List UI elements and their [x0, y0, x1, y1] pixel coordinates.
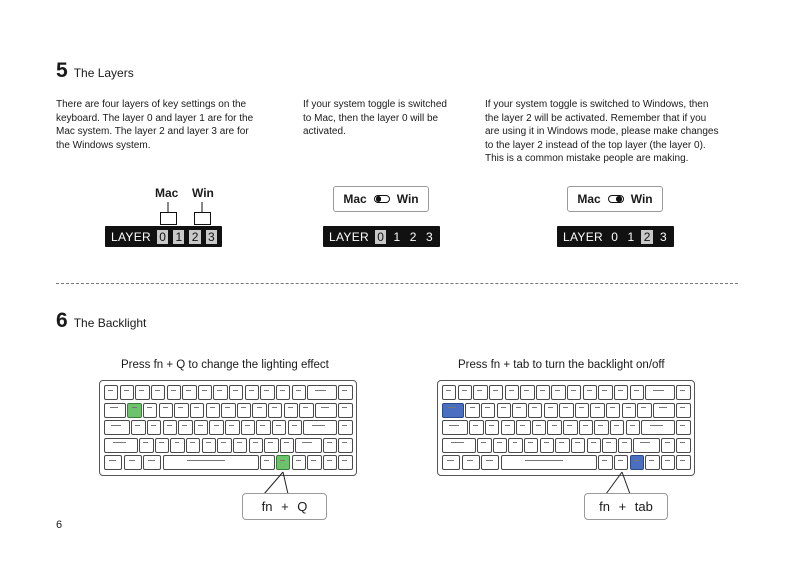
caption-backlight-toggle: Press fn + tab to turn the backlight on/off [458, 359, 665, 371]
win-toggle-description [485, 98, 718, 166]
pointer-line [622, 472, 630, 494]
layer-2-active: 2 [641, 230, 652, 244]
section-5-heading [56, 60, 134, 81]
keyboard-key [462, 455, 480, 470]
keyboard-key [284, 403, 298, 418]
keyboard-key [190, 403, 204, 418]
layer-1: 1 [627, 229, 635, 244]
keyboard-key [493, 438, 507, 453]
keyboard-key [151, 385, 165, 400]
keyboard-key [645, 385, 675, 400]
keyboard-key [338, 403, 352, 418]
keyboard-key [202, 438, 216, 453]
keyboard-key [520, 385, 534, 400]
keyboard-key [338, 438, 352, 453]
layer-0: 0 [611, 229, 618, 244]
keyboard-key [622, 403, 636, 418]
keyboard-key [508, 438, 522, 453]
layer-2: 2 [189, 230, 200, 244]
keyboard-key [249, 438, 263, 453]
keyboard-key [233, 438, 247, 453]
keyboard-key [633, 438, 659, 453]
keyboard-key [280, 438, 294, 453]
keyboard-key [610, 420, 624, 435]
keyboard-key [579, 420, 593, 435]
keyboard-key [481, 403, 495, 418]
keyboard-key [299, 403, 313, 418]
keyboard-key [528, 403, 542, 418]
keyboard-key [252, 403, 266, 418]
keyboard-key [544, 403, 558, 418]
keyboard-key [307, 455, 321, 470]
keyboard-key [217, 438, 231, 453]
keyboard-key [221, 403, 235, 418]
text-line: to Mac, then the layer 0 will be [303, 112, 439, 124]
keyboard-key [292, 385, 306, 400]
keyboard-key [465, 403, 479, 418]
keyboard-key [104, 420, 130, 435]
keyboard-key [645, 455, 659, 470]
highlighted-key [442, 403, 464, 418]
keyboard-key [442, 420, 468, 435]
keyboard-key [676, 438, 690, 453]
keyboard-key [602, 438, 616, 453]
keyboard-key [532, 420, 546, 435]
layer-bar-mac [323, 226, 440, 247]
text-line: This is a common mistake people are making. [485, 153, 689, 164]
keyboard-key [626, 420, 640, 435]
keyboard-key [178, 420, 192, 435]
keyboard-key [124, 455, 142, 470]
keyboard-key [547, 420, 561, 435]
page-number: 6 [56, 519, 63, 531]
section-divider [56, 283, 738, 284]
layers-description [56, 98, 253, 152]
text-line: If your system toggle is switched [303, 99, 447, 110]
keyboard-key [567, 385, 581, 400]
keyboard-key [237, 403, 251, 418]
text-line: If your system toggle is switched to Windows, then [485, 99, 709, 110]
keyboard-key [143, 403, 157, 418]
fn-key-highlighted [276, 455, 290, 470]
keyboard-key [104, 455, 122, 470]
keyboard-key [516, 420, 530, 435]
keyboard-key [512, 403, 526, 418]
layer-2: 2 [409, 229, 417, 244]
keyboard-key [159, 403, 173, 418]
toggle-mac-label: Mac [343, 192, 367, 206]
keyboard-key [590, 403, 604, 418]
layer-group-brackets [150, 200, 230, 228]
keyboard-key [614, 385, 628, 400]
keyboard-key [163, 420, 177, 435]
keyboard-key [637, 403, 651, 418]
keyboard-key [676, 420, 690, 435]
fn-key-highlighted [630, 455, 644, 470]
pointer-line [264, 472, 283, 494]
keyboard-key [295, 438, 321, 453]
keyboard-key [614, 455, 628, 470]
keyboard-key [147, 420, 161, 435]
toggle-win-label: Win [630, 192, 653, 206]
mac-toggle-description [303, 98, 447, 139]
keyboard-key [481, 455, 499, 470]
keyboard-key [442, 385, 456, 400]
keyboard-key [323, 438, 337, 453]
keyboard-key [241, 420, 255, 435]
keyboard-key [256, 420, 270, 435]
keyboard-key [551, 385, 565, 400]
section-title: The Layers [73, 66, 134, 80]
section-number: 6 [56, 309, 68, 332]
text-line: keyboard. The layer 0 and layer 1 are for the [56, 112, 254, 124]
layer-3: 3 [426, 229, 433, 244]
keyboard-key [104, 403, 126, 418]
callout-fn-q: fn + Q [242, 493, 327, 520]
text-line: the Windows system. [56, 139, 151, 151]
section-number: 5 [56, 59, 68, 82]
keyboard-key [575, 403, 589, 418]
keyboard-key [213, 385, 227, 400]
mac-label: Mac [155, 186, 179, 200]
keyboard-key [676, 455, 690, 470]
layer-1: 1 [393, 229, 401, 244]
text-line: There are four layers of key settings on the [56, 99, 247, 110]
keyboard-key [469, 420, 483, 435]
keyboard-key [338, 420, 352, 435]
layer-3: 3 [660, 229, 667, 244]
keyboard-key [143, 455, 161, 470]
toggle-switch-icon [374, 195, 390, 203]
keyboard-key [676, 403, 690, 418]
keyboard-key [303, 420, 337, 435]
keyboard-key [524, 438, 538, 453]
section-title: The Backlight [73, 316, 147, 330]
keyboard-key [182, 385, 196, 400]
keyboard-key [587, 438, 601, 453]
keyboard-key [559, 403, 573, 418]
section-6-heading [56, 310, 146, 331]
layer-0-active: 0 [375, 230, 386, 244]
keyboard-key [315, 403, 337, 418]
highlighted-key [127, 403, 141, 418]
system-toggle-win [567, 186, 663, 212]
layer-bar-win [557, 226, 674, 247]
layer-1: 1 [173, 230, 184, 244]
layer-label: LAYER [329, 229, 369, 244]
keyboard-key [131, 420, 145, 435]
keyboard-key [288, 420, 302, 435]
keyboard-key [104, 385, 118, 400]
keyboard-key [555, 438, 569, 453]
system-toggle-mac [333, 186, 429, 212]
keyboard-key [661, 438, 675, 453]
keyboard-key [501, 455, 597, 470]
keyboard-key [501, 420, 515, 435]
win-label: Win [192, 186, 214, 200]
keyboard-key [473, 385, 487, 400]
keyboard-key [174, 403, 188, 418]
text-line: to the layer 2 instead of the top layer (the layer 0). [485, 139, 706, 151]
keyboard-key [264, 438, 278, 453]
keyboard-key [598, 385, 612, 400]
keyboard-key [323, 455, 337, 470]
layer-0: 0 [157, 230, 168, 244]
keyboard-key [155, 438, 169, 453]
keyboard-key [167, 385, 181, 400]
keyboard-key [307, 385, 337, 400]
text-line: Mac system. The layer 2 and layer 3 are for [56, 126, 249, 137]
toggle-switch-icon [608, 195, 624, 203]
keyboard-key [594, 420, 608, 435]
keyboard-key [120, 385, 134, 400]
text-line: activated. [303, 126, 346, 137]
keyboard-key [338, 455, 352, 470]
keyboard-key [571, 438, 585, 453]
layer-3: 3 [206, 230, 217, 244]
keyboard-key [338, 385, 352, 400]
keyboard-key [276, 385, 290, 400]
keyboard-key [606, 403, 620, 418]
keyboard-key [641, 420, 675, 435]
keyboard-key [104, 438, 138, 453]
keyboard-key [477, 438, 491, 453]
keyboard-key [209, 420, 223, 435]
keyboard-key [292, 455, 306, 470]
keyboard-key [260, 455, 274, 470]
keyboard-key [618, 438, 632, 453]
text-line: are using it in Windows mode, please make changes [485, 126, 719, 137]
keyboard-key [653, 403, 675, 418]
keyboard-key [163, 455, 259, 470]
text-line: the layer 2 will be activated. Remember that if you [485, 112, 707, 124]
caption-lighting-effect: Press fn + Q to change the lighting effect [121, 359, 329, 371]
pointer-line [606, 472, 622, 494]
mac-bracket [161, 213, 177, 225]
keyboard-key [260, 385, 274, 400]
keyboard-key [272, 420, 286, 435]
keyboard-key [229, 385, 243, 400]
win-bracket [195, 213, 211, 225]
keyboard-key [170, 438, 184, 453]
keyboard-key [536, 385, 550, 400]
keyboard-key [505, 385, 519, 400]
keyboard-key [485, 420, 499, 435]
keyboard-key [583, 385, 597, 400]
keyboard-key [661, 455, 675, 470]
keyboard-key [135, 385, 149, 400]
keyboard-key [540, 438, 554, 453]
keyboard-key [489, 385, 503, 400]
keyboard-key [198, 385, 212, 400]
keyboard-key [139, 438, 153, 453]
keyboard-key [630, 385, 644, 400]
keyboard-key [206, 403, 220, 418]
keyboard-diagram-right [437, 380, 695, 476]
toggle-mac-label: Mac [577, 192, 601, 206]
pointer-line [283, 472, 288, 494]
keyboard-key [458, 385, 472, 400]
keyboard-key [245, 385, 259, 400]
layer-bar-overview [105, 226, 222, 247]
layer-label: LAYER [563, 229, 603, 244]
keyboard-key [563, 420, 577, 435]
keyboard-key [598, 455, 612, 470]
keyboard-key [268, 403, 282, 418]
keyboard-key [186, 438, 200, 453]
keyboard-diagram-left [99, 380, 357, 476]
callout-fn-tab: fn + tab [584, 493, 668, 520]
keyboard-key [225, 420, 239, 435]
keyboard-key [442, 438, 476, 453]
keyboard-key [676, 385, 690, 400]
keyboard-key [194, 420, 208, 435]
layer-label: LAYER [111, 229, 151, 244]
keyboard-key [442, 455, 460, 470]
keyboard-key [497, 403, 511, 418]
toggle-win-label: Win [396, 192, 419, 206]
